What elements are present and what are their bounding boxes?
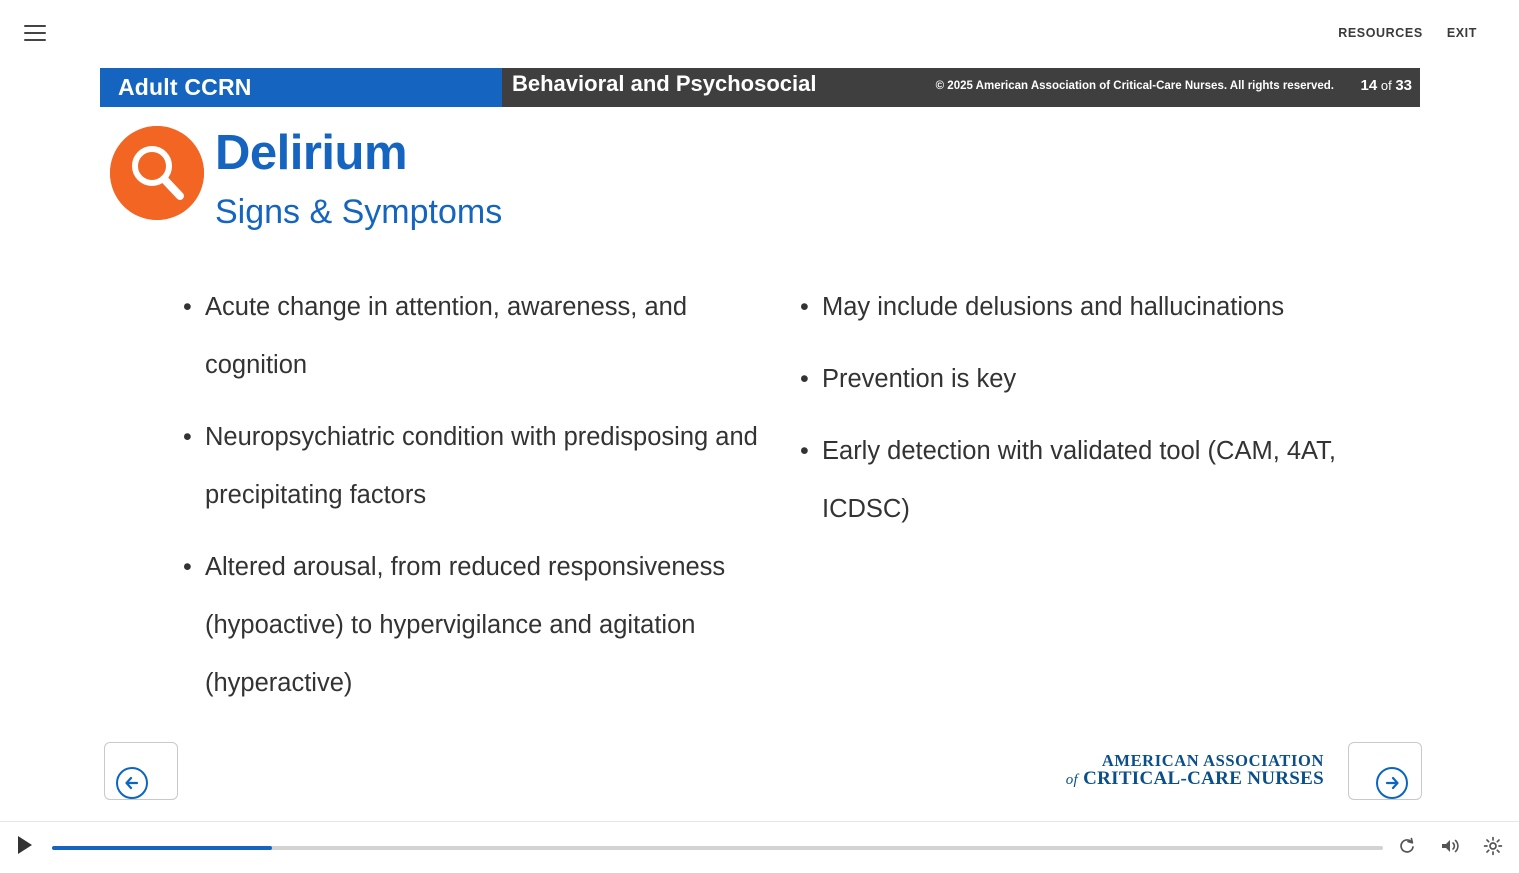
logo-line-2 xyxy=(1066,769,1324,789)
logo-line-2-italic: of xyxy=(1065,772,1079,789)
gear-icon[interactable] xyxy=(1483,836,1503,856)
top-bar xyxy=(0,0,1519,62)
hamburger-line xyxy=(24,39,46,41)
copyright-text: © 2025 American Association of Critical-Care Nurses. All rights reserved. xyxy=(935,80,1334,92)
volume-icon[interactable] xyxy=(1439,836,1461,856)
list-item xyxy=(800,422,1400,538)
bullet-dot: • xyxy=(800,365,809,393)
replay-icon[interactable] xyxy=(1397,836,1417,856)
section-title: Behavioral and Psychosocial xyxy=(512,71,817,96)
logo-line-2-text: CRITICAL-CARE NURSES xyxy=(1083,768,1324,790)
list-item xyxy=(800,350,1400,408)
page-current: 14 xyxy=(1360,77,1378,94)
bullet-text: May include delusions and hallucinations xyxy=(822,293,1285,321)
bullet-text: Acute change in attention, awareness, and cognition xyxy=(205,293,687,379)
left-column xyxy=(183,278,783,726)
bullet-dot: • xyxy=(183,423,192,451)
bullet-text: Altered arousal, from reduced responsiveness (hypoactive) to hypervigilance and agitation (hyperactive) xyxy=(205,553,726,697)
bullet-dot: • xyxy=(800,293,809,321)
section-band xyxy=(502,68,1420,107)
play-icon[interactable] xyxy=(18,836,32,854)
resources-link[interactable]: RESOURCES xyxy=(1338,26,1423,40)
page-total: 33 xyxy=(1395,77,1412,94)
bullet-dot: • xyxy=(800,437,809,465)
next-button[interactable] xyxy=(1376,767,1408,799)
hamburger-line xyxy=(24,25,46,27)
list-item xyxy=(183,538,783,712)
slide-header-band xyxy=(100,68,1420,107)
bullet-dot: • xyxy=(183,553,192,581)
slide-title: Delirium xyxy=(215,126,408,180)
arrow-left-icon xyxy=(123,774,141,792)
hamburger-menu-icon[interactable] xyxy=(24,25,46,41)
magnifier-orange-icon xyxy=(110,126,204,220)
course-title-band xyxy=(100,68,502,107)
exit-link[interactable]: EXIT xyxy=(1446,26,1477,40)
top-links xyxy=(1338,26,1477,40)
page-indicator xyxy=(1361,77,1412,94)
arrow-right-icon xyxy=(1383,774,1401,792)
course-title: Adult CCRN xyxy=(118,74,252,100)
page-of: of xyxy=(1380,78,1392,93)
player-bar xyxy=(0,821,1519,873)
list-item xyxy=(183,408,783,524)
list-item xyxy=(183,278,783,394)
progress-slider[interactable] xyxy=(52,846,1383,850)
bullet-text: Early detection with validated tool (CAM, 4AT, ICDSC) xyxy=(822,437,1337,523)
bullet-text: Neuropsychiatric condition with predisposing and precipitating factors xyxy=(205,423,758,509)
right-column xyxy=(800,278,1400,552)
aacn-logo xyxy=(1066,752,1324,789)
hamburger-line xyxy=(24,32,46,34)
logo-line-1: AMERICAN ASSOCIATION xyxy=(1101,751,1324,770)
slide-subtitle: Signs & Symptoms xyxy=(215,193,503,231)
player-controls xyxy=(1397,836,1503,856)
back-button[interactable] xyxy=(116,767,148,799)
bullet-text: Prevention is key xyxy=(822,365,1017,393)
list-item xyxy=(800,278,1400,336)
bullet-dot: • xyxy=(183,293,192,321)
progress-fill xyxy=(52,846,272,850)
